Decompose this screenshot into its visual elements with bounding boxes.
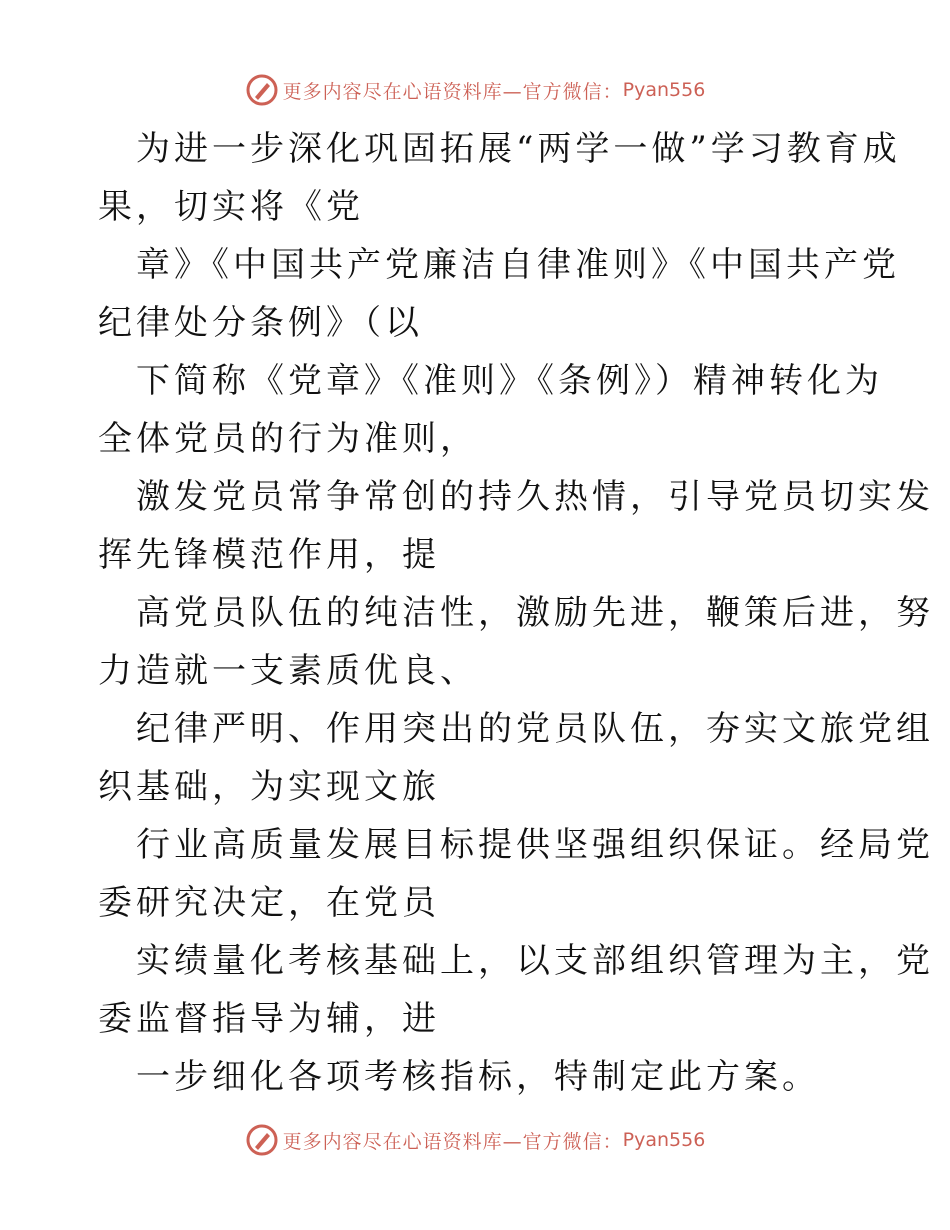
pen-logo-icon [245,1123,279,1157]
pen-logo-icon [245,73,279,107]
header-watermark [0,70,950,110]
watermark-text: 更多内容尽在心语资料库—官方微信： [282,80,623,103]
paragraph-2 [98,236,900,352]
paragraph-5 [98,584,934,700]
paragraph-4 [98,468,934,584]
text-line: 挥先锋模范作用，提 [98,535,440,575]
text-line: 全体党员的行为准则， [98,419,478,459]
text-line: 实绩量化考核基础上，以支部组织管理为主，党 [136,941,934,981]
text-line: 下简称《党章》《准则》《条例》）精神转化为 [136,361,883,401]
text-line: 力造就一支素质优良、 [98,651,478,691]
text-line: 激发党员常争常创的持久热情，引导党员切实发 [136,477,934,517]
text-line: 织基础，为实现文旅 [98,767,440,807]
watermark-account: Pyan556 [622,1129,706,1151]
text-line: 纪律处分条例》（以 [98,303,423,343]
text-line: 一步细化各项考核指标，特制定此方案。 [136,1057,820,1097]
text-line: 果，切实将《党 [98,187,364,227]
text-line: 高党员队伍的纯洁性，激励先进，鞭策后进，努 [136,593,934,633]
paragraph-9 [98,1048,858,1106]
watermark-account: Pyan556 [622,79,706,101]
watermark-text: 更多内容尽在心语资料库—官方微信： [282,1130,623,1153]
text-line: 委监督指导为辅，进 [98,999,440,1039]
paragraph-3 [98,352,883,468]
text-line: 纪律严明、作用突出的党员队伍，夯实文旅党组 [136,709,934,749]
paragraph-1 [98,120,901,236]
paragraph-6 [98,700,934,816]
text-line: 行业高质量发展目标提供坚强组织保证。经局党 [136,825,934,865]
text-line: 委研究决定，在党员 [98,883,440,923]
paragraph-8 [98,932,934,1048]
footer-watermark [0,1120,950,1160]
text-line: 章》《中国共产党廉洁自律准则》《中国共产党 [136,245,900,285]
document-body [98,120,934,1106]
paragraph-7 [98,816,934,932]
text-line: 为进一步深化巩固拓展“两学一做”学习教育成 [136,129,901,169]
